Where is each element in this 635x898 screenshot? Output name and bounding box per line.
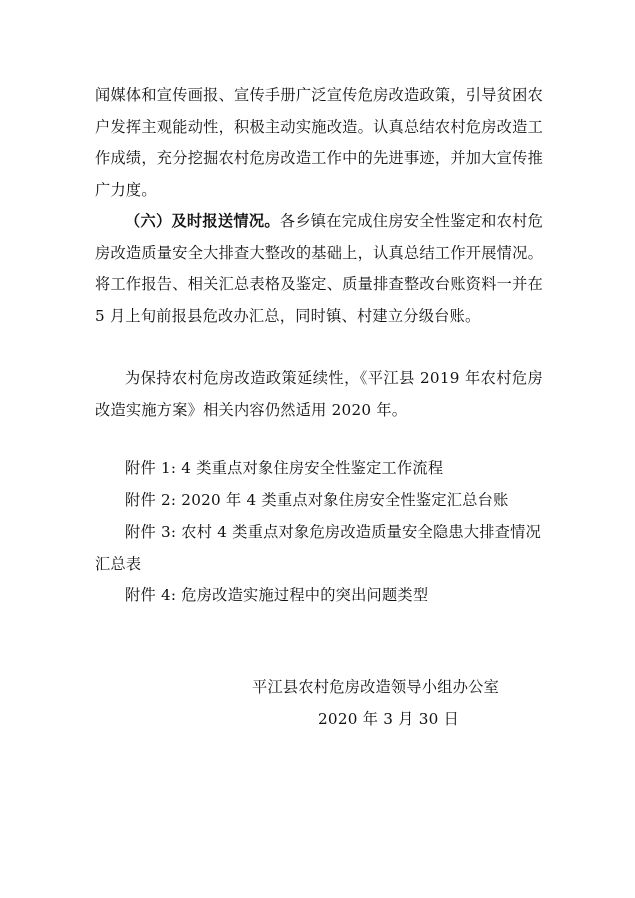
attachment-3: 附件 3: 农村 4 类重点对象危房改造质量安全隐患大排查情况汇总表 [95,523,542,573]
signature-date: 2020 年 3 月 30 日 [318,710,460,728]
paragraph-reporting-text: 各乡镇在完成住房安全性鉴定和农村危房改造质量安全大排查大整改的基础上，认真总结工作开展情况。将工作报告、相关汇总表格及鉴定、质量排查整改台账资料一并在 5 月上旬前报县危改办汇总，同时镇、村建立分级台账。 [95,212,544,325]
attachment-2: 附件 2: 2020 年 4 类重点对象住房安全性鉴定汇总台账 [125,491,509,509]
paragraph-publicity: 闻媒体和宣传画报、宣传手册广泛宣传危房改造政策，引导贫困农户发挥主观能动性，积极主动实施改造。认真总结农村危房改造工作成绩，充分挖掘农村危房改造工作中的先进事迹，并加大宣传推广力度。 [95,86,543,199]
attachment-4: 附件 4: 危房改造实施过程中的突出问题类型 [125,586,429,604]
signature-organization: 平江县农村危房改造领导小组办公室 [252,678,499,696]
section-heading-six: （六）及时报送情况。 [125,212,280,230]
paragraph-continuity: 为保持农村危房改造政策延续性，《平江县 2019 年农村危房改造实施方案》相关内容仍然适用 2020 年。 [95,369,543,419]
paragraph-reporting [95,206,543,332]
attachment-1: 附件 1: 4 类重点对象住房安全性鉴定工作流程 [125,459,444,477]
